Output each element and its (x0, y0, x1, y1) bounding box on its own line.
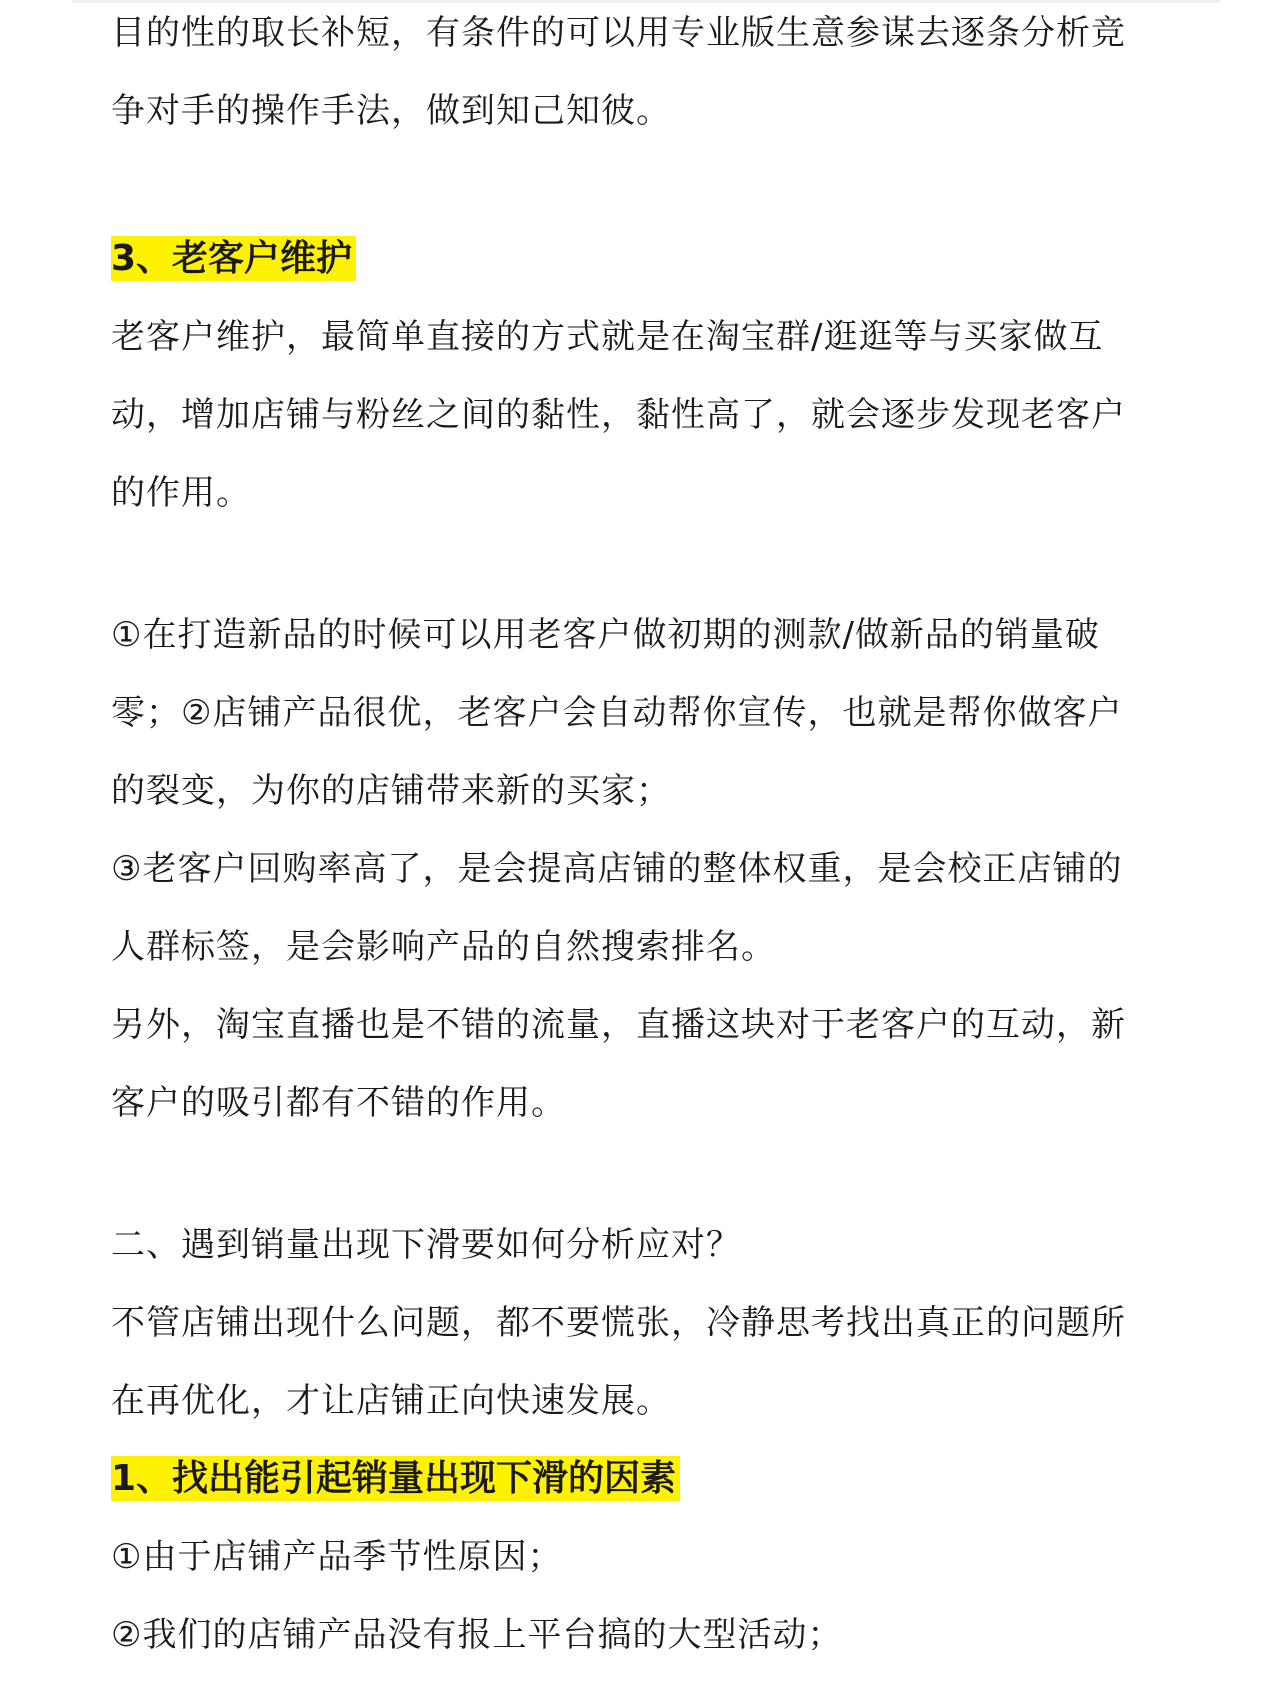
intro-paragraph (111, 0, 1171, 150)
text-line: 的作用。 (111, 473, 251, 513)
old-customers-benefits (111, 596, 1171, 1142)
highlight-mark: 3、老客户维护 (111, 236, 356, 281)
text-line: 动，增加店铺与粉丝之间的黏性，黏性高了，就会逐步发现老客户 (111, 395, 1126, 435)
text-line: 在再优化，才让店铺正向快速发展。 (111, 1381, 671, 1421)
part-two-title: 二、遇到销量出现下滑要如何分析应对？ (111, 1225, 741, 1265)
text-line: 老客户维护，最简单直接的方式就是在淘宝群/逛逛等与买家做互 (111, 317, 1104, 357)
text-line: ③老客户回购率高了，是会提高店铺的整体权重，是会校正店铺的 (111, 849, 1123, 889)
text-line: 争对手的操作手法，做到知己知彼。 (111, 91, 671, 131)
section-heading-old-customers (111, 220, 1171, 298)
section-heading-decline-factors (111, 1440, 1171, 1518)
old-customers-paragraph (111, 298, 1171, 532)
highlight-mark: 1、找出能引起销量出现下滑的因素 (111, 1456, 680, 1501)
text-line: 不管店铺出现什么问题，都不要慌张，冷静思考找出真正的问题所 (111, 1303, 1126, 1343)
decline-factors-list (111, 1518, 1171, 1674)
part-two-paragraph (111, 1284, 1171, 1440)
text-line: 客户的吸引都有不错的作用。 (111, 1083, 566, 1123)
list-item: ①由于店铺产品季节性原因； (111, 1537, 563, 1577)
list-item: ②我们的店铺产品没有报上平台搞的大型活动； (111, 1615, 843, 1655)
text-line: 的裂变，为你的店铺带来新的买家； (111, 771, 671, 811)
text-line: 另外，淘宝直播也是不错的流量，直播这块对于老客户的互动，新 (111, 1005, 1126, 1045)
text-line: 零；②店铺产品很优，老客户会自动帮你宣传，也就是帮你做客户 (111, 693, 1123, 733)
article-body (111, 0, 1171, 1674)
text-line: 人群标签，是会影响产品的自然搜索排名。 (111, 927, 776, 967)
text-line: ①在打造新品的时候可以用老客户做初期的测款/做新品的销量破 (111, 615, 1100, 655)
text-line: 目的性的取长补短，有条件的可以用专业版生意参谋去逐条分析竞 (111, 13, 1126, 53)
